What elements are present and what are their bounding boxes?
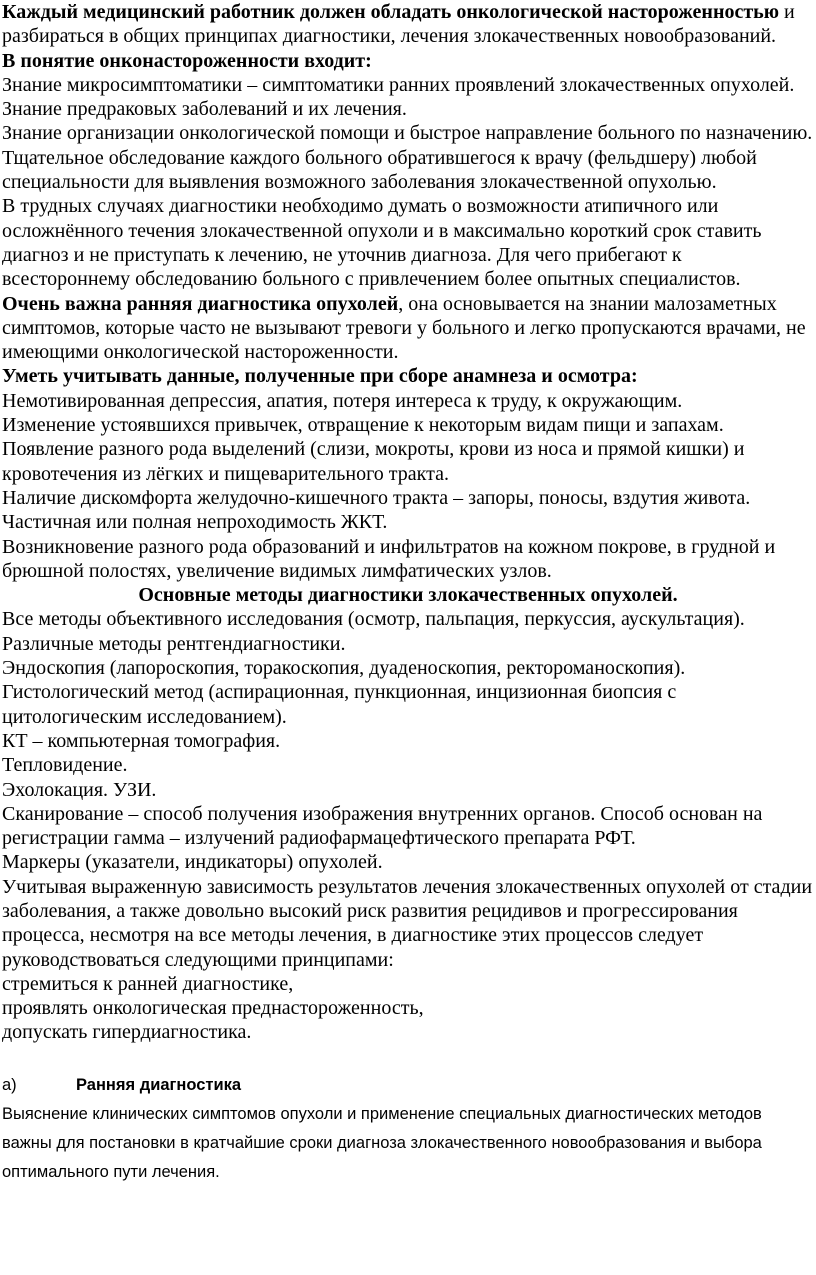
methods-item: Гистологический метод (аспирационная, пункционная, инцизионная биопсия с цитологическим исследованием). bbox=[2, 681, 677, 728]
section-a-title: Ранняя диагностика bbox=[76, 1075, 242, 1094]
anamnesis-item: Изменение устоявшихся привычек, отвращение к некоторым видам пищи и запахам. bbox=[2, 414, 724, 437]
concept-item: В трудных случаях диагностики необходимо думать о возможности атипичного или осложнённого течения злокачественной опухоли и в максимально короткий срок ставить диагноз и не приступать к лечению, не уточнив диагноза. Для чего прибегают к всестороннему обследованию больного с привлечением более опытных специалистов. bbox=[2, 195, 762, 291]
methods-item: Маркеры (указатели, индикаторы) опухолей. bbox=[2, 851, 383, 874]
methods-item: КТ – компьютерная томография. bbox=[2, 729, 281, 752]
methods-item: Все методы объективного исследования (осмотр, пальпация, перкуссия, аускультация). bbox=[2, 608, 745, 631]
anamnesis-item: Появление разного рода выделений (слизи, мокроты, крови из носа и прямой кишки) и кровотечения из лёгких и пищеварительного тракта. bbox=[2, 438, 745, 485]
methods-item: Эхолокация. УЗИ. bbox=[2, 778, 157, 801]
section-a-text: Выяснение клинических симптомов опухоли и применение специальных диагностических методов важны для постановки в кратчайшие сроки диагноза злокачественного новообразования и выбора оптимального пути лечения. bbox=[2, 1104, 762, 1181]
concept-item: Тщательное обследование каждого больного обратившегося к врачу (фельдшеру) любой специальности для выявления возможного заболевания злокачественной опухолью. bbox=[2, 146, 757, 194]
early-diagnosis-bold-text: Очень важна ранняя диагностика опухолей bbox=[2, 292, 399, 315]
concept-item: Знание предраковых заболеваний и их лечения. bbox=[2, 98, 407, 121]
document-page bbox=[2, 0, 814, 1187]
intro-text: и разбираться в общих принципах диагностики, лечения злокачественных новообразований. bbox=[2, 1, 795, 48]
methods-item: Различные методы рентгендиагностики. bbox=[2, 632, 346, 655]
anamnesis-item: Частичная или полная непроходимость ЖКТ. bbox=[2, 511, 388, 534]
concept-item: Знание микросимптоматики – симптоматики ранних проявлений злокачественных опухолей. bbox=[2, 73, 795, 96]
concept-item: Знание организации онкологической помощи и быстрое направление больного по назначению. bbox=[2, 122, 813, 145]
section-a-marker: а) bbox=[2, 1075, 17, 1094]
methods-item: допускать гипердиагностика. bbox=[2, 1021, 252, 1044]
intro-bold-text: Каждый медицинский работник должен обладать онкологической настороженностью bbox=[2, 1, 780, 23]
anamnesis-item: Наличие дискомфорта желудочно-кишечного тракта – запоры, поносы, вздутия живота. bbox=[2, 486, 751, 509]
methods-item: Эндоскопия (лапороскопия, торакоскопия, дуаденоскопия, ректороманоскопия). bbox=[2, 657, 686, 680]
early-diagnosis-paragraph bbox=[2, 292, 814, 365]
anamnesis-item: Возникновение разного рода образований и инфильтратов на кожном покрове, в грудной и брюшной полостях, увеличение видимых лимфатических узлов. bbox=[2, 535, 776, 582]
early-diagnosis-text: , она основывается на знании малозаметных симптомов, которые часто не вызывают тревоги у больного и легко пропускаются врачами, не имеющими онкологической настороженности. bbox=[2, 292, 806, 364]
anamnesis-heading bbox=[2, 364, 814, 388]
intro-paragraph bbox=[2, 0, 814, 49]
section-a-heading bbox=[2, 1071, 814, 1100]
methods-item: проявлять онкологическая преднастороженность, bbox=[2, 997, 424, 1020]
methods-item: стремиться к ранней диагностике, bbox=[2, 972, 294, 995]
document-body bbox=[2, 0, 814, 1045]
methods-item: Тепловидение. bbox=[2, 754, 128, 777]
methods-heading-text: Основные методы диагностики злокачественных опухолей. bbox=[138, 584, 678, 607]
anamnesis-heading-text: Уметь учитывать данные, полученные при сборе анамнеза и осмотра: bbox=[2, 365, 638, 388]
methods-item: Сканирование – способ получения изображения внутренних органов. Способ основан на регистрации гамма – излучений радиофармацефтического препарата РФТ. bbox=[2, 802, 763, 850]
methods-item: Учитывая выраженную зависимость результатов лечения злокачественных опухолей от стадии заболевания, а также довольно высокий риск развития рецидивов и прогрессирования процесса, несмотря на все методы лечения, в диагностике этих процессов следует руководствоваться следующими принципами: bbox=[2, 875, 813, 971]
methods-heading bbox=[2, 583, 814, 607]
anamnesis-item: Немотивированная депрессия, апатия, потеря интереса к труду, к окружающим. bbox=[2, 389, 683, 412]
concept-heading bbox=[2, 49, 814, 73]
concept-heading-text: В понятие онконастороженности входит: bbox=[2, 49, 372, 72]
section-a bbox=[2, 1071, 814, 1187]
